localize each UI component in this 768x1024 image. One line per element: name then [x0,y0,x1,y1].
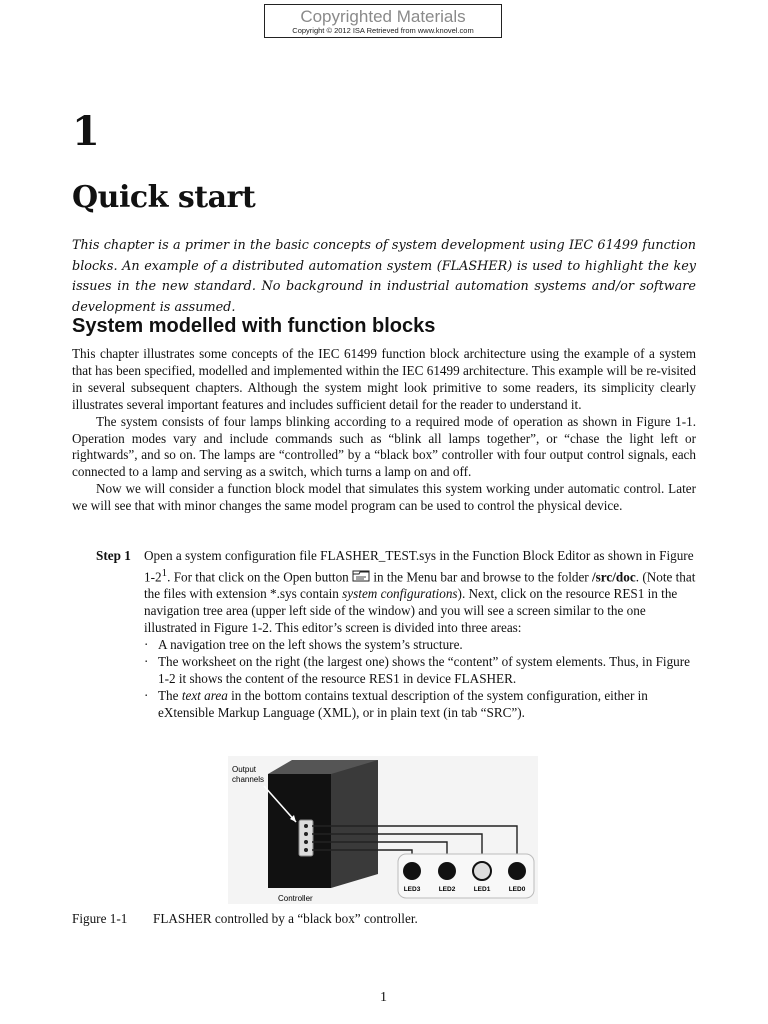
section-heading: System modelled with function blocks [72,315,436,337]
led0-lamp [508,862,526,880]
list-item [144,637,696,654]
flasher-figure [228,756,538,904]
led3-label: LED3 [403,886,421,893]
open-folder-icon [352,570,370,582]
output-label-line2: channels [232,775,265,784]
led1-label: LED1 [473,886,491,893]
bullet-text: The [158,687,182,703]
bullet-marker: · [144,636,149,652]
footnote-ref: 1 [161,566,168,579]
section-body [72,346,696,515]
bullet-marker: · [144,687,149,703]
bullet-emphasis: text area [181,687,228,703]
list-item [144,688,696,722]
step-text-part: in the Menu bar and browse to the folder [370,569,592,585]
step-text-part: . For that click on the Open button [167,569,353,585]
folder-path: /src/doc [592,569,636,585]
led2-label: LED2 [438,886,456,893]
stamp-title: Copyrighted Materials [300,7,466,26]
figure-caption [72,911,418,927]
bullet-marker: · [144,653,149,669]
chapter-intro: This chapter is a primer in the basic concepts of system development using IEC 61499 function blocks. An example of a distributed automation system (FLASHER) is used to highlight the key issues in the new standard. No background in industrial automation systems and/or software development is assumed. [72,238,696,315]
bullet-text: A navigation tree on the left shows the system’s structure. [158,636,463,652]
led2-lamp [438,862,456,880]
led0-label: LED0 [508,886,526,893]
caption-label: Figure 1-1 [72,911,128,926]
led1-lamp [473,862,491,880]
step-text-emphasis: system configurations [342,586,458,602]
output-label-line1: Output [232,765,257,774]
step-1 [96,548,696,721]
controller-box-side [331,760,378,888]
paragraph: The system consists of four lamps blinking according to a required mode of operation as shown in Figure 1-1. Operation modes vary and include commands such as “blink all lamps together”, or “chase the light left or rightwards”, and so on. The lamps are “controlled” by a “black box” controller with four output control signals, each connected to a lamp and serving as a switch, which turns a lamp on and off. [72,413,696,480]
copyright-stamp [264,4,502,38]
chapter-title: Quick start [72,180,256,215]
controller-label: Controller [278,894,313,903]
list-item [144,654,696,688]
bullet-text: The worksheet on the right (the largest one) shows the “content” of system elements. Thus, in Figure 1-2 it shows the content of the resource RES1 in device FLASHER. [158,653,691,686]
step-text [144,548,696,637]
paragraph: This chapter illustrates some concepts of the IEC 61499 function block architecture using the example of a system that has been specified, modelled and implemented within the IEC 61499 architecture. This example will be re-visited in several subsequent chapters. Although the system might look primitive to some readers, its simplicity clearly illustrates several important features and includes sufficient detail for the reader to understand it. [72,346,696,412]
stamp-subtitle: Copyright © 2012 ISA Retrieved from www.knovel.com [292,26,474,35]
page-number: 1 [380,990,387,1005]
caption-text: FLASHER controlled by a “black box” controller. [153,911,418,926]
step-text-part: . (Note that the files with extension *.sys contain [144,569,696,602]
paragraph: Now we will consider a function block model that simulates this system working under automatic control. Later we will see that with minor changes the same model program can be used to control the physical device. [72,481,696,514]
step-label: Step 1 [96,548,131,563]
chapter-number: 1 [72,108,100,155]
bullet-list [144,637,696,722]
bullet-text: in the bottom contains textual description of the system configuration, either in eXtensible Markup Language (XML), or in plain text (in tab “SRC”). [158,687,648,720]
step-text-part: ). Next, click on the resource RES1 in the navigation tree area (upper left side of the window) and you will see a screen similar to the one illustrated in Figure 1-2. This editor’s screen is divided into three areas: [144,586,678,636]
step-text-part: Open a system configuration file FLASHER_TEST.sys in the Function Block Editor as shown in Figure 1-2 [144,548,694,585]
led3-lamp [403,862,421,880]
